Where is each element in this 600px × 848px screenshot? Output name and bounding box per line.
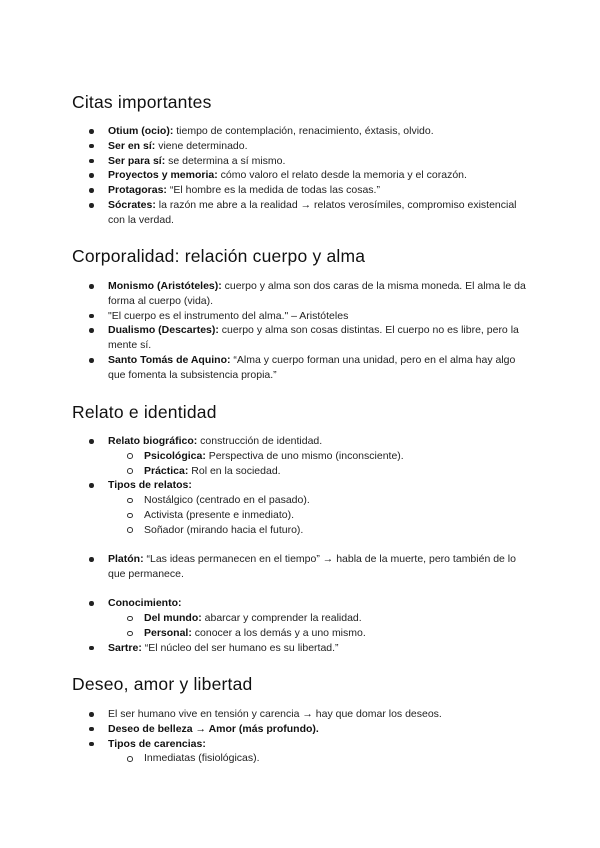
sub-list-item bbox=[72, 493, 532, 508]
definition: la razón me abre a la realidad → relatos verosímiles, compromiso existencial con la verdad. bbox=[108, 198, 517, 226]
term: Dualismo (Descartes): bbox=[108, 324, 219, 337]
definition: cuerpo y alma son dos caras de la misma moneda. El alma le da forma al cuerpo (vida). bbox=[108, 280, 526, 307]
heading-citas-importantes: Citas importantes bbox=[72, 92, 212, 112]
definition: tiempo de contemplación, renacimiento, éxtasis, olvido. bbox=[173, 125, 434, 137]
definition: Activista (presente e inmediato). bbox=[144, 508, 294, 521]
definition: viene determinado. bbox=[155, 139, 248, 152]
definition: Perspectiva de uno mismo (inconsciente). bbox=[205, 449, 404, 462]
list-item bbox=[72, 353, 532, 383]
list-item bbox=[72, 309, 532, 324]
list-corporalidad bbox=[72, 279, 532, 383]
list-item bbox=[72, 154, 532, 169]
list-item bbox=[72, 124, 532, 139]
definition: “El núcleo del ser humano es su libertad.” bbox=[141, 641, 339, 654]
list-item bbox=[72, 323, 532, 353]
term: Proyectos y memoria: bbox=[108, 169, 218, 182]
term: Relato biográfico: bbox=[108, 435, 198, 447]
sub-list-item bbox=[72, 523, 532, 538]
list-item bbox=[72, 596, 532, 611]
term: Tipos de relatos: bbox=[108, 479, 192, 492]
definition: Rol en la sociedad. bbox=[188, 464, 281, 477]
sub-list-item bbox=[72, 508, 532, 523]
list-item bbox=[72, 707, 532, 722]
sub-list-item bbox=[72, 464, 532, 479]
definition: Nostálgico (centrado en el pasado). bbox=[144, 494, 310, 507]
sub-list-item bbox=[72, 751, 532, 766]
list-item bbox=[72, 552, 532, 582]
definition: El ser humano vive en tensión y carencia → hay que domar los deseos. bbox=[108, 708, 442, 720]
sub-list-item bbox=[72, 626, 532, 641]
list-item bbox=[72, 198, 532, 228]
definition: se determina a sí mismo. bbox=[165, 154, 286, 167]
term: Ser para sí: bbox=[108, 154, 166, 167]
term: Tipos de carencias: bbox=[108, 737, 206, 750]
list-item bbox=[72, 434, 532, 449]
term: Psicológica: bbox=[144, 449, 206, 462]
list-item bbox=[72, 183, 532, 198]
definition: Soñador (mirando hacia el futuro). bbox=[144, 523, 304, 536]
term: Sartre: bbox=[108, 641, 142, 654]
list-item bbox=[72, 478, 532, 493]
definition: Inmediatas (fisiológicas). bbox=[144, 752, 260, 765]
list-item bbox=[72, 737, 532, 752]
list-item bbox=[72, 641, 532, 656]
definition: “El hombre es la medida de todas las cosas.” bbox=[166, 184, 380, 197]
definition: abarcar y comprender la realidad. bbox=[201, 612, 362, 625]
term: Del mundo: bbox=[144, 612, 202, 625]
definition: conocer a los demás y a uno mismo. bbox=[191, 626, 366, 639]
definition: “Alma y cuerpo forman una unidad, pero en el alma hay algo que fomenta la subsistencia propia.” bbox=[108, 353, 516, 381]
list-item bbox=[72, 279, 532, 309]
term: Sócrates: bbox=[108, 198, 156, 211]
term: Platón: bbox=[108, 553, 144, 566]
term: Ser en sí: bbox=[108, 139, 156, 152]
definition: “Las ideas permanecen en el tiempo” → habla de la muerte, pero también de lo que permanece. bbox=[108, 553, 516, 580]
sub-list-item bbox=[72, 449, 532, 464]
list-deseo-amor-libertad bbox=[72, 707, 532, 766]
term: Conocimiento: bbox=[108, 597, 182, 610]
term: Otium (ocio): bbox=[108, 125, 174, 137]
term: Deseo de belleza → Amor (más profundo). bbox=[108, 722, 319, 735]
definition: cuerpo y alma son cosas distintas. El cuerpo no es libre, pero la mente sí. bbox=[108, 324, 519, 352]
sub-list-item bbox=[72, 611, 532, 626]
list-relato-identidad bbox=[72, 434, 532, 656]
heading-corporalidad: Corporalidad: relación cuerpo y alma bbox=[72, 246, 366, 266]
definition: "El cuerpo es el instrumento del alma." – Aristóteles bbox=[108, 309, 349, 322]
term: Personal: bbox=[144, 626, 192, 639]
list-item bbox=[72, 168, 532, 183]
term: Práctica: bbox=[144, 464, 189, 477]
list-citas-importantes bbox=[72, 124, 532, 228]
term: Monismo (Aristóteles): bbox=[108, 280, 222, 292]
list-item bbox=[72, 139, 532, 154]
term: Santo Tomás de Aquino: bbox=[108, 353, 231, 366]
term: Protagoras: bbox=[108, 184, 167, 197]
heading-deseo-amor-libertad: Deseo, amor y libertad bbox=[72, 674, 253, 694]
list-item bbox=[72, 722, 532, 737]
definition: cómo valoro el relato desde la memoria y el corazón. bbox=[217, 169, 467, 182]
definition: construcción de identidad. bbox=[197, 435, 323, 447]
heading-relato-identidad: Relato e identidad bbox=[72, 402, 217, 422]
